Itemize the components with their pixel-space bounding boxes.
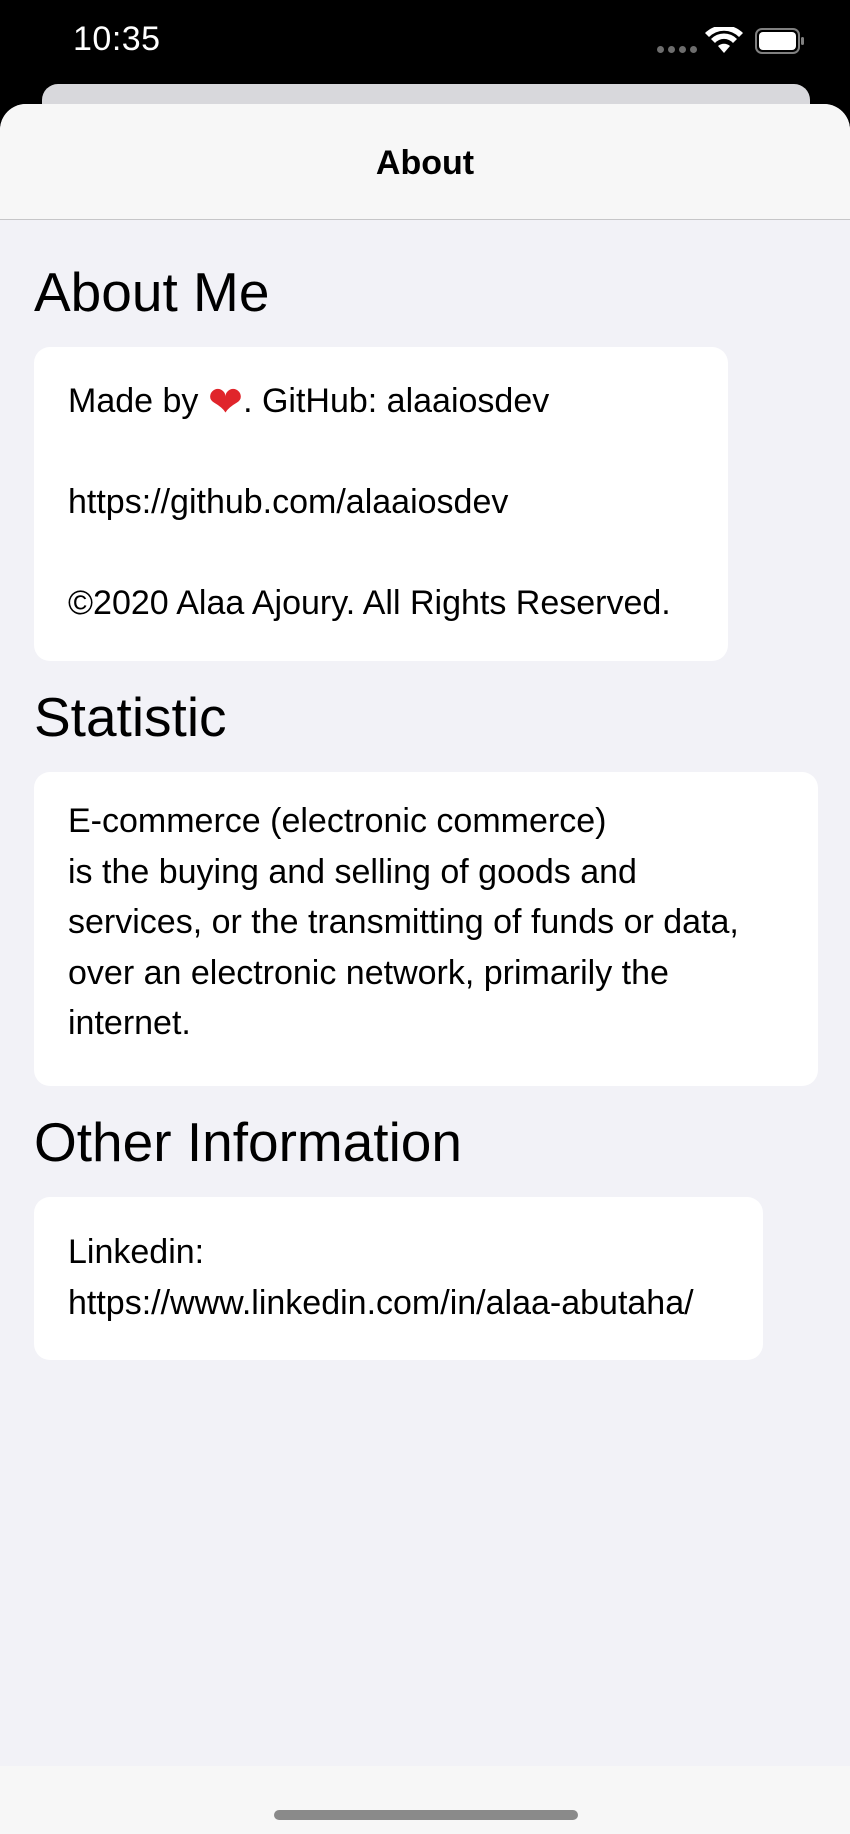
linkedin-link[interactable]: https://www.linkedin.com/in/alaa-abutaha/ (68, 1284, 694, 1322)
made-by-text: Made by ❤. GitHub: alaaiosdev (68, 378, 550, 425)
about-me-card (34, 347, 728, 661)
statistic-line-4: over an electronic network, primarily the (68, 953, 669, 992)
copyright-text: ©2020 Alaa Ajoury. All Rights Reserved. (68, 584, 671, 622)
github-link[interactable]: https://github.com/alaaiosdev (68, 483, 509, 521)
battery-icon (755, 28, 805, 54)
statistic-line-3: services, or the transmitting of funds or data, (68, 903, 739, 941)
other-information-card (34, 1197, 763, 1360)
bottom-bar (0, 1766, 850, 1834)
statistic-line-5: internet. (68, 1004, 191, 1042)
cellular-signal-icon (657, 46, 697, 53)
wifi-icon (705, 27, 743, 55)
section-title-about-me: About Me (34, 261, 270, 323)
heart-icon: ❤ (207, 378, 244, 425)
navigation-bar (0, 104, 850, 220)
statistic-line-1: E-commerce (electronic commerce) (68, 802, 607, 840)
page-title: About (375, 144, 475, 182)
home-indicator[interactable] (274, 1810, 578, 1820)
about-sheet (0, 104, 850, 1834)
status-bar (0, 0, 850, 84)
section-title-statistic: Statistic (34, 686, 227, 748)
linkedin-label: Linkedin: (68, 1233, 205, 1271)
section-title-other-information: Other Information (34, 1111, 462, 1173)
statistic-line-2: is the buying and selling of goods and (68, 852, 637, 891)
statistic-card (34, 772, 818, 1086)
status-time: 10:35 (73, 20, 161, 58)
